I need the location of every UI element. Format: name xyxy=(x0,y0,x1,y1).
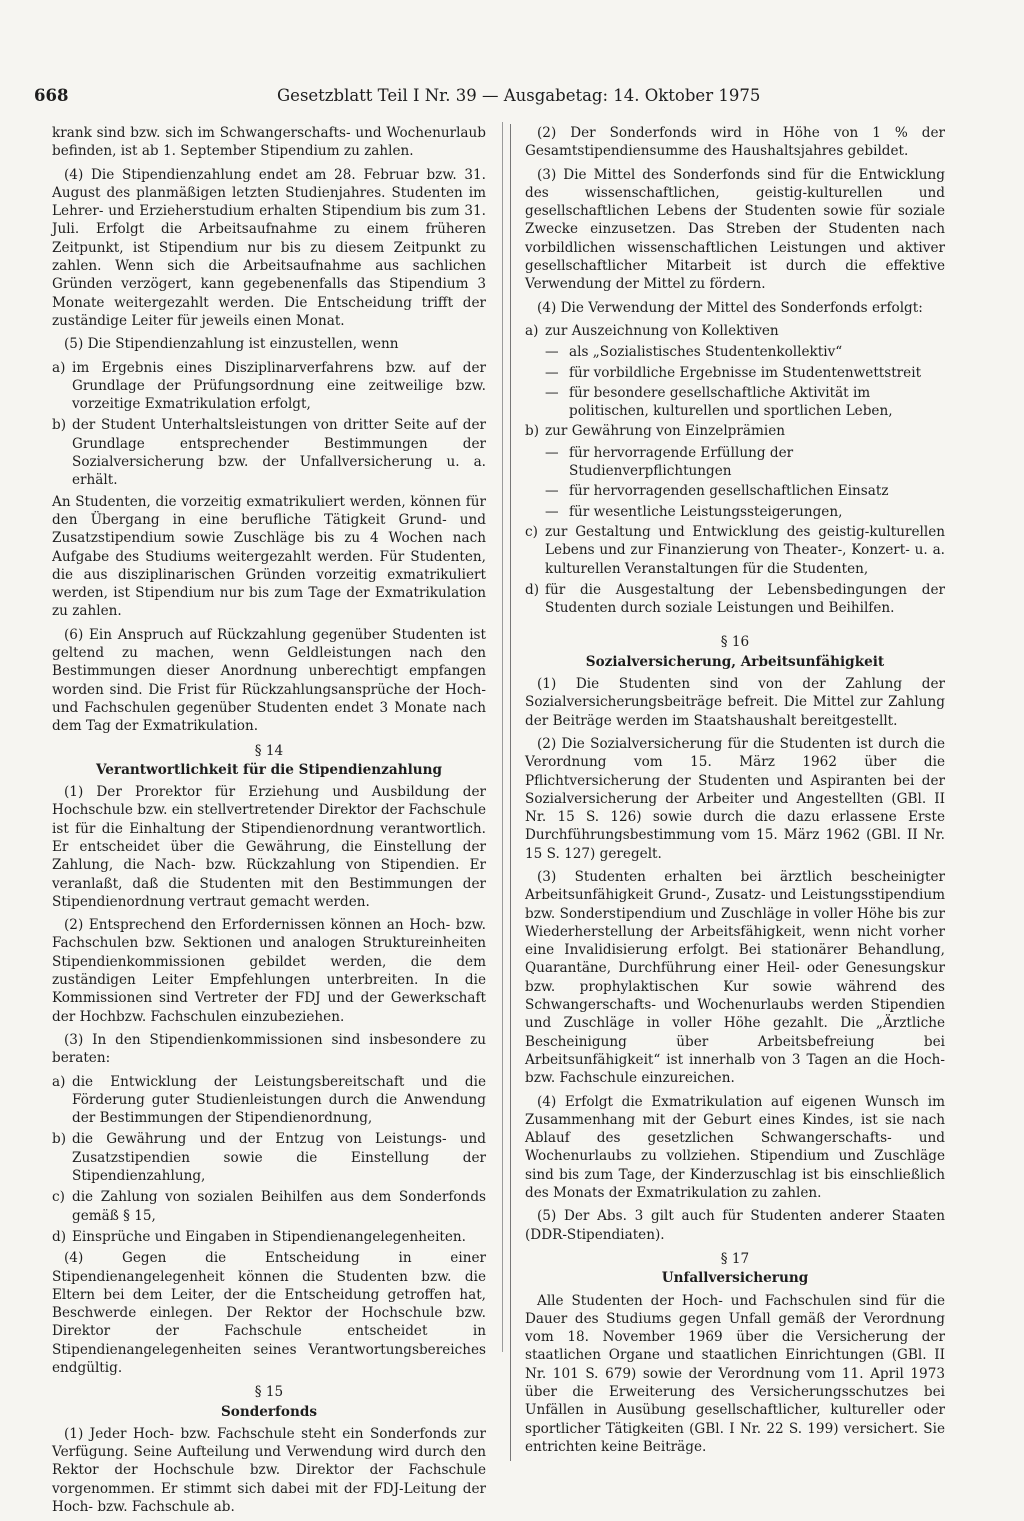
item-label: b) xyxy=(525,423,540,440)
section-number: § 14 xyxy=(254,742,284,759)
dash-item xyxy=(545,343,945,361)
column-divider xyxy=(502,122,503,1352)
dash-text: für vorbildliche Ergebnisse im Studentenwettstreit xyxy=(569,364,922,381)
item-label: a) xyxy=(525,322,539,339)
item-text: zur Gewährung von Einzelprämien xyxy=(545,423,786,440)
item-text: für die Ausgestaltung der Lebensbedingungen der Studenten durch soziale Leistungen und Beihilfen. xyxy=(545,581,945,617)
section-title: Unfallversicherung xyxy=(661,1270,809,1287)
dash-text: als „Sozialistisches Studentenkollektiv“ xyxy=(569,344,843,361)
item-label: b) xyxy=(52,1131,67,1148)
dash-label: — xyxy=(545,444,559,461)
list-item xyxy=(525,523,945,578)
list-item xyxy=(52,1130,486,1185)
dash-text: für hervorragenden gesellschaftlichen Einsatz xyxy=(569,483,889,500)
section-title: Verantwortlichkeit für die Stipendienzahlung xyxy=(95,761,443,778)
item-text: Einsprüche und Eingaben in Stipendienangelegenheiten. xyxy=(72,1228,467,1245)
item-label: d) xyxy=(525,581,540,598)
item-text: der Student Unterhaltsleistungen von dritter Seite auf der Grundlage entsprechender Bestimmungen der Sozialversicherung bzw. der Unfallversicherung u. a. erhält. xyxy=(72,417,486,489)
item-text: im Ergebnis eines Disziplinarverfahrens bzw. auf der Grundlage der Prüfungsordnung eine zeitweilige bzw. vorzeitige Exmatrikulation erfolgt, xyxy=(72,359,486,413)
item-text: die Gewährung und der Entzug von Leistungs- und Zusatzstipendien sowie die Einstellung der Stipendienzahlung, xyxy=(72,1131,486,1185)
item-label: a) xyxy=(52,1073,66,1090)
left-column xyxy=(52,124,486,1521)
item-label: a) xyxy=(52,359,66,376)
dash-label: — xyxy=(545,344,559,361)
paragraph: (2) Entsprechend den Erfordernissen können an Hoch- bzw. Fachschulen bzw. Sektionen und analogen Struktureinheiten Stipendienkommissionen gebildet werden, die dem zuständigen Leiter Empfehlungen unterbreiten. In die Kommissionen sind Vertreter der FDJ und der Gewerkschaft der Hochbzw. Fachschulen einzubeziehen. xyxy=(52,917,486,1025)
list-item xyxy=(52,1073,486,1128)
item-label: c) xyxy=(52,1189,65,1206)
paragraph: (5) Die Stipendienzahlung ist einzustellen, wenn xyxy=(64,336,399,353)
dash-item xyxy=(545,384,945,421)
paragraph: Alle Studenten der Hoch- und Fachschulen sind für die Dauer des Studiums gegen Unfall gemäß der Verordnung vom 18. November 1969 über die Versicherung der staatlichen Organe und staatlichen Einrichtungen (GBl. II Nr. 101 S. 679) sowie der Verordnung vom 11. April 1973 über die Erweiterung des Versicherungsschutzes bei Unfällen in Ausübung gesellschaftlicher, kultureller oder sportlicher Tätigkeiten (GBl. I Nr. 22 S. 199) versichert. Sie entrichten keine Beiträge. xyxy=(525,1292,945,1455)
paragraph: krank sind bzw. sich im Schwangerschafts- und Wochenurlaub befinden, ist ab 1. September Stipendium zu zahlen. xyxy=(52,125,486,160)
item-label: b) xyxy=(52,417,67,434)
dash-label: — xyxy=(545,483,559,500)
section-number: § 17 xyxy=(720,1250,750,1267)
paragraph: (4) Die Stipendienzahlung endet am 28. Februar bzw. 31. August des planmäßigen letzten Studienjahres. Studenten im Lehrer- und Erzieherstudium erhalten Stipendium bis zum 31. Juli. Erfolgt die Arbeitsaufnahme zu einem früheren Zeitpunkt, ist Stipendium nur bis zu diesem Zeitpunkt zu zahlen. Wenn sich die Arbeitsaufnahme aus sachlichen Gründen verzögert, kann gegebenenfalls das Stipendium 3 Monate weitergezahlt werden. Die Entscheidung trifft der zuständige Leiter für jeweils einen Monat. xyxy=(52,166,486,329)
item-text: die Entwicklung der Leistungsbereitschaft und die Förderung guter Studienleistungen durch die Anwendung der Bestimmungen der Stipendienordnung, xyxy=(72,1073,486,1127)
list-item xyxy=(52,1188,486,1225)
list-item xyxy=(525,322,945,340)
page-number: 668 xyxy=(34,86,69,105)
list-item xyxy=(525,581,945,618)
paragraph: (6) Ein Anspruch auf Rückzahlung gegenüber Studenten ist geltend zu machen, wenn Geldleistungen nach den Bestimmungen dieser Anordnung unberechtigt empfangen worden sind. Die Frist für Rückzahlungsansprüche der Hoch- und Fachschulen gegenüber Studenten endet 3 Monate nach dem Tag der Exmatrikulation. xyxy=(52,626,486,735)
dash-label: — xyxy=(545,364,559,381)
paragraph: (5) Der Abs. 3 gilt auch für Studenten anderer Staaten (DDR-Stipendiaten). xyxy=(525,1208,945,1243)
item-text: zur Gestaltung und Entwicklung des geistig-kulturellen Lebens und zur Finanzierung von Theater-, Konzert- u. a. kulturellen Veranstaltungen für die Studenten, xyxy=(545,523,945,577)
dash-label: — xyxy=(545,503,559,520)
list-item xyxy=(525,422,945,440)
paragraph: (2) Der Sonderfonds wird in Höhe von 1 % der Gesamtstipendiensumme des Haushaltsjahres gebildet. xyxy=(525,125,945,160)
item-label: c) xyxy=(525,523,538,540)
page-header xyxy=(34,86,761,110)
section-number: § 15 xyxy=(254,1384,284,1401)
list-item xyxy=(52,1228,486,1246)
list-item xyxy=(52,416,486,489)
item-text: die Zahlung von sozialen Beihilfen aus dem Sonderfonds gemäß § 15, xyxy=(72,1189,486,1224)
dash-item xyxy=(545,503,945,521)
paragraph: (4) Die Verwendung der Mittel des Sonderfonds erfolgt: xyxy=(537,299,923,316)
item-label: d) xyxy=(52,1228,67,1245)
section-title: Sonderfonds xyxy=(220,1403,318,1420)
item-text: zur Auszeichnung von Kollektiven xyxy=(545,322,779,339)
paragraph: (3) In den Stipendienkommissionen sind insbesondere zu beraten: xyxy=(52,1031,486,1067)
paragraph: (3) Studenten erhalten bei ärztlich bescheinigter Arbeitsunfähigkeit Grund-, Zusatz- und Leistungsstipendium bzw. Sonderstipendium und Zuschläge in voller Höhe bis zur Wiederherstellung der Arbeitsfähigkeit, wenn nicht vorher eine Invalidisierung erfolgt. Bei stationärer Behandlung, Quarantäne, Durchführung einer Heil- oder Genesungskur bzw. prophylaktischen Kur sowie während des Schwangerschafts- und Wochenurlaubs werden Stipendien und Zuschläge in voller Höhe gezahlt. Die „Ärztliche Bescheinigung über Arbeitsbefreiung bei Arbeitsunfähigkeit“ ist innerhalb von 3 Tagen an die Hoch- bzw. Fachschule einzureichen. xyxy=(525,868,945,1087)
dash-text: für hervorragende Erfüllung der Studienverpflichtungen xyxy=(569,444,794,480)
list-item xyxy=(52,359,486,414)
paragraph: (4) Gegen die Entscheidung in einer Stipendienangelegenheit können die Studenten bzw. die Eltern bei dem Leiter, der die Entscheidung getroffen hat, Beschwerde einlegen. Der Rektor der Hochschule bzw. Direktor der Fachschule entscheidet in Stipendienangelegenheiten seines Verantwortungsbereiches endgültig. xyxy=(52,1250,486,1376)
dash-item xyxy=(545,444,945,481)
dash-text: für besondere gesellschaftliche Aktivität im politischen, kulturellen und sportlichen Leben, xyxy=(569,384,893,420)
section-title: Sozialversicherung, Arbeitsunfähigkeit xyxy=(585,653,885,670)
dash-item xyxy=(545,364,945,382)
paragraph: (3) Die Mittel des Sonderfonds sind für die Entwicklung des wissenschaftlichen, geistig-kulturellen und gesellschaftlichen Lebens der Studenten sowie für soziale Zwecke einzusetzen. Das Streben der Studenten nach vorbildlichen wissenschaftlichen Leistungen und aktiver gesellschaftlicher Mitarbeit ist durch die effektive Verwendung der Mittel zu fördern. xyxy=(525,166,945,293)
paragraph: (1) Die Studenten sind von der Zahlung der Sozialversicherungsbeiträge befreit. Die Mittel zur Zahlung der Beiträge werden im Staatshaushalt bereitgestellt. xyxy=(525,676,945,729)
dash-text: für wesentliche Leistungssteigerungen, xyxy=(569,503,843,520)
right-column xyxy=(510,124,945,1461)
dash-item xyxy=(545,482,945,500)
gazette-title: Gesetzblatt Teil I Nr. 39 — Ausgabetag: 14. Oktober 1975 xyxy=(277,86,761,105)
paragraph: (1) Jeder Hoch- bzw. Fachschule steht ein Sonderfonds zur Verfügung. Seine Aufteilung und Verwendung wird durch den Rektor der Hochschule bzw. Direktor der Fachschule vorgenommen. Er stimmt sich dabei mit der FDJ-Leitung der Hoch- bzw. Fachschule ab. xyxy=(52,1425,486,1516)
paragraph: (2) Die Sozialversicherung für die Studenten ist durch die Verordnung vom 15. März 1962 über die Pflichtversicherung der Studenten und Aspiranten bei der Sozialversicherung der Arbeiter und Angestellten (GBl. II Nr. 15 S. 126) sowie durch die dazu erlassene Erste Durchführungsbestimmung vom 15. März 1962 (GBl. II Nr. 15 S. 127) geregelt. xyxy=(525,735,945,862)
section-number: § 16 xyxy=(720,634,750,651)
paragraph: An Studenten, die vorzeitig exmatrikuliert werden, können für den Übergang in eine berufliche Tätigkeit Grund- und Zusatzstipendium sowie Zuschläge bis zu 4 Wochen nach Aufgabe des Studiums weitergezahlt werden. Für Studenten, die aus disziplinarischen Gründen vorzeitig exmatrikuliert werden, ist Stipendium nur bis zum Tage der Exmatrikulation zu zahlen. xyxy=(52,493,486,620)
dash-label: — xyxy=(545,384,559,401)
paragraph: (4) Erfolgt die Exmatrikulation auf eigenen Wunsch im Zusammenhang mit der Geburt eines Kindes, ist sie nach Ablauf des gesetzlichen Schwangerschafts- und Wochenurlaubs zu vollziehen. Stipendium und Zuschläge sind bis zum Tage, der Kinderzuschlag ist bis einschließlich des Monats der Exmatrikulation zu zahlen. xyxy=(525,1093,945,1202)
paragraph: (1) Der Prorektor für Erziehung und Ausbildung der Hochschule bzw. ein stellvertretender Direktor der Fachschule ist für die Einhaltung der Stipendienordnung verantwortlich. Er entscheidet über die Gewährung, die Einstellung der Zahlung, die Nach- bzw. Rückzahlung von Stipendien. Er veranlaßt, daß die Studenten mit den Bestimmungen der Stipendienordnung vertraut gemacht werden. xyxy=(52,784,486,910)
